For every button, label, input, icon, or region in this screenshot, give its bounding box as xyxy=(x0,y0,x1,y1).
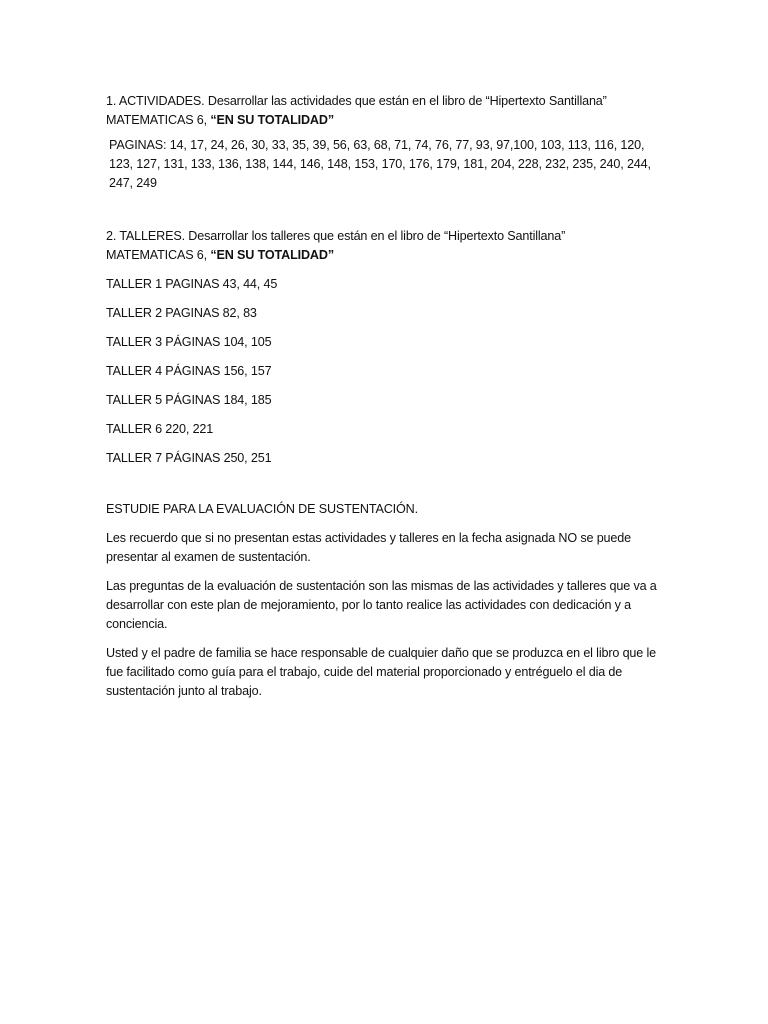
talleres-line-1: 2. TALLERES. Desarrollar los talleres que están en el libro de “Hipertexto Santillana” xyxy=(106,229,566,243)
taller-item: TALLER 7 PÁGINAS 250, 251 xyxy=(106,451,272,465)
activities-totality: “EN SU TOTALIDAD” xyxy=(210,113,334,127)
activities-page-list: PAGINAS: 14, 17, 24, 26, 30, 33, 35, 39, 56, 63, 68, 71, 74, 76, 77, 93, 97,100, 103, 113, 116, 120, 123, 127, 131, 133, 136, 138, 144, 146, 148, 153, 170, 176, 179, 181, 204, 228, 232, 235, 240, 244, 247, 249 xyxy=(109,138,651,190)
activities-heading xyxy=(106,92,666,130)
taller-item: TALLER 1 PAGINAS 43, 44, 45 xyxy=(106,277,278,291)
activities-subject: MATEMATICAS 6, xyxy=(106,113,211,127)
activities-line-1: 1. ACTIVIDADES. Desarrollar las actividades que están en el libro de “Hipertexto Santillana” xyxy=(106,94,607,108)
talleres-list xyxy=(106,275,666,468)
reminder-paragraph: Les recuerdo que si no presentan estas actividades y talleres en la fecha asignada NO se puede presentar al examen de sustentación. xyxy=(106,531,631,564)
study-instruction: ESTUDIE PARA LA EVALUACIÓN DE SUSTENTACIÓN. xyxy=(106,502,418,516)
taller-item: TALLER 2 PAGINAS 82, 83 xyxy=(106,306,257,320)
talleres-heading xyxy=(106,227,666,265)
document-body xyxy=(106,92,666,701)
talleres-subject: MATEMATICAS 6, xyxy=(106,248,211,262)
taller-item: TALLER 4 PÁGINAS 156, 157 xyxy=(106,364,272,378)
questions-paragraph: Las preguntas de la evaluación de sustentación son las mismas de las actividades y talleres que va a desarrollar con este plan de mejoramiento, por lo tanto realice las actividades con dedicación y a conciencia. xyxy=(106,579,657,631)
taller-item: TALLER 5 PÁGINAS 184, 185 xyxy=(106,393,272,407)
responsibility-paragraph: Usted y el padre de familia se hace responsable de cualquier daño que se produzca en el libro que le fue facilitado como guía para el trabajo, cuide del material proporcionado y entréguelo el dia de sustentación junto al trabajo. xyxy=(106,646,656,698)
taller-item: TALLER 3 PÁGINAS 104, 105 xyxy=(106,335,272,349)
taller-item: TALLER 6 220, 221 xyxy=(106,422,214,436)
talleres-totality: “EN SU TOTALIDAD” xyxy=(210,248,334,262)
